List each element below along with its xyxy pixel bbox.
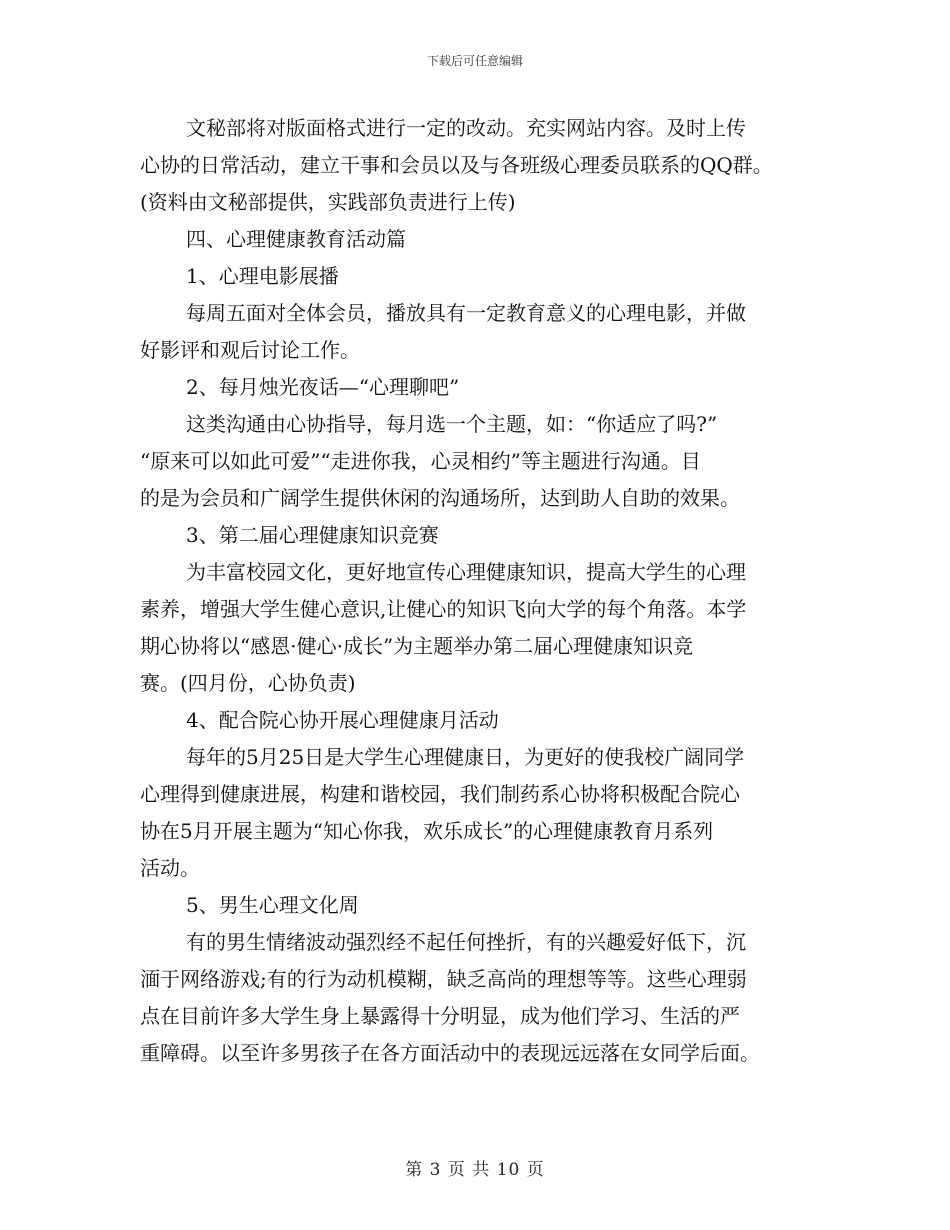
paragraph-line: 湎于网络游戏;有的行为动机模糊，缺乏高尚的理想等等。这些心理弱 [140,967,747,991]
paragraph-line: 点在目前许多大学生身上暴露得十分明显，成为他们学习、生活的严 [140,1004,740,1028]
paragraph-line: 每周五面对全体会员，播放具有一定教育意义的心理电影，并做 [186,301,746,325]
paragraph-line: (资料由文秘部提供，实践部负责进行上传) [140,190,516,214]
paragraph-line: 好影评和观后讨论工作。 [140,338,360,362]
paragraph-line: 为丰富校园文化，更好地宣传心理健康知识，提高大学生的心理 [186,560,746,584]
subsection-heading: 1、心理电影展播 [186,264,339,288]
subsection-heading: 3、第二届心理健康知识竞赛 [186,523,439,547]
paragraph-line: 心理得到健康进展，构建和谐校园，我们制药系心协将积极配合院心 [140,782,740,806]
section-heading: 四、心理健康教育活动篇 [186,227,406,251]
paragraph-line: 素养，增强大学生健心意识,让健心的知识飞向大学的每个角落。本学 [140,597,747,621]
page-number: 第 3 页 共 10 页 [405,1160,545,1180]
paragraph-line: 这类沟通由心协指导，每月选一个主题，如：“你适应了吗?” [186,412,718,436]
page-header: 下载后可任意编辑 [426,54,523,68]
paragraph-line: 每年的5月25日是大学生心理健康日，为更好的使我校广阔同学 [186,745,745,769]
paragraph-line: 文秘部将对版面格式进行一定的改动。充实网站内容。及时上传 [186,116,746,140]
subsection-heading: 4、配合院心协开展心理健康月活动 [186,708,499,732]
subsection-heading: 5、男生心理文化周 [186,893,359,917]
paragraph-line: 的是为会员和广阔学生提供休闲的沟通场所，达到助人自助的效果。 [140,486,740,510]
paragraph-line: 期心协将以“感恩·健心·成长”为主题举办第二届心理健康知识竞 [140,634,694,658]
paragraph-line: 活动。 [140,856,200,880]
paragraph-line: 赛。(四月份，心协负责) [140,671,356,695]
paragraph-line: 有的男生情绪波动强烈经不起任何挫折，有的兴趣爱好低下，沉 [186,930,746,954]
paragraph-line: 心协的日常活动，建立干事和会员以及与各班级心理委员联系的QQ群。 [140,153,773,177]
paragraph-line: “原来可以如此可爱”“走进你我，心灵相约”等主题进行沟通。目 [140,449,701,473]
paragraph-line: 协在5月开展主题为“知心你我，欢乐成长”的心理健康教育月系列 [140,819,714,843]
paragraph-line: 重障碍。以至许多男孩子在各方面活动中的表现远远落在女同学后面。 [140,1041,760,1065]
subsection-heading: 2、每月烛光夜话—“心理聊吧” [186,375,460,399]
body-text [140,110,815,1072]
